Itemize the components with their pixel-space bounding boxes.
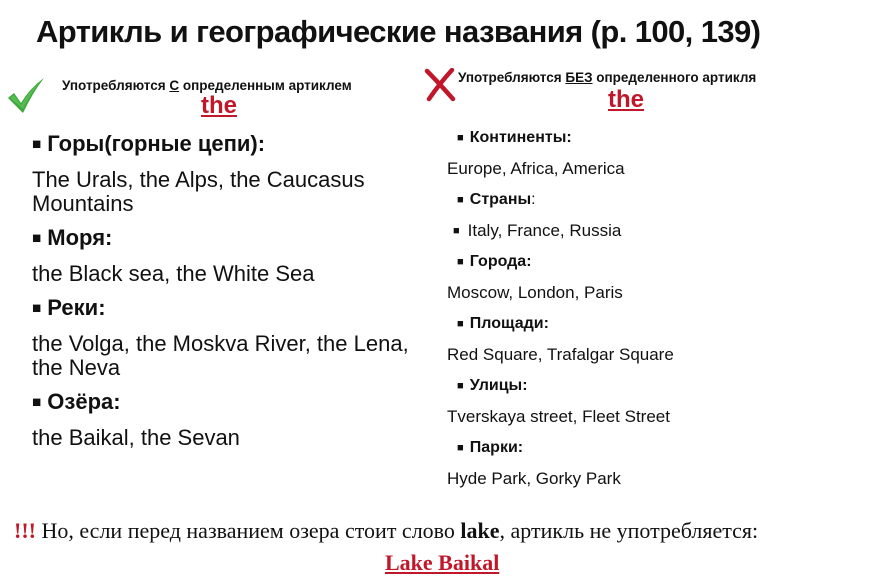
- left-column-header: Употребляются С определенным артиклем: [62, 78, 352, 93]
- exception-note: !!! Но, если перед названием озера стоит слово lake, артикль не употребляется:: [14, 518, 759, 543]
- without-article-list: [447, 122, 867, 494]
- section-text-seas: the Black sea, the White Sea: [32, 261, 315, 286]
- exception-example: Lake Baikal: [385, 550, 500, 575]
- page-title: Артикль и географические названия (р. 100, 139): [36, 14, 761, 49]
- section-text-rivers: the Volga, the Moskva River, the Lena, the Neva: [32, 331, 409, 380]
- section-heading-streets: ■ Улицы:: [457, 376, 528, 394]
- right-column-header: Употребляются БЕЗ определенного артикля: [458, 70, 757, 85]
- section-heading-rivers: ■ Реки:: [32, 295, 106, 320]
- left-article: the: [201, 92, 237, 119]
- with-article-list: [32, 128, 422, 458]
- section-text-parks: Hyde Park, Gorky Park: [447, 469, 621, 488]
- section-heading-seas: ■ Моря:: [32, 225, 113, 250]
- section-text-cities: Moscow, London, Paris: [447, 283, 623, 302]
- section-heading-lakes: ■ Озёра:: [32, 389, 121, 414]
- cross-icon: [424, 68, 456, 102]
- section-heading-squares: ■ Площади:: [457, 314, 549, 332]
- section-text-lakes: the Baikal, the Sevan: [32, 425, 240, 450]
- section-text-streets: Tverskaya street, Fleet Street: [447, 407, 670, 426]
- section-text-mountains: The Urals, the Alps, the Caucasus Mountains: [32, 167, 365, 216]
- right-article: the: [608, 86, 644, 113]
- section-text-countries: ■ Italy, France, Russia: [453, 221, 622, 240]
- section-heading-countries: ■ Страны :: [457, 190, 536, 208]
- section-heading-mountains: ■ Горы(горные цепи):: [32, 131, 266, 156]
- left-header-key: С: [169, 78, 180, 93]
- section-heading-cities: ■ Города:: [457, 252, 532, 270]
- section-heading-parks: ■ Парки:: [457, 438, 524, 456]
- exclamation-marks: !!!: [14, 518, 36, 543]
- check-icon: [6, 76, 46, 116]
- section-heading-continents: ■ Континенты:: [457, 128, 572, 146]
- right-header-key: БЕЗ: [565, 70, 593, 85]
- note-keyword: lake: [460, 518, 500, 543]
- section-text-squares: Red Square, Trafalgar Square: [447, 345, 674, 364]
- section-text-continents: Europe, Africa, America: [447, 159, 625, 178]
